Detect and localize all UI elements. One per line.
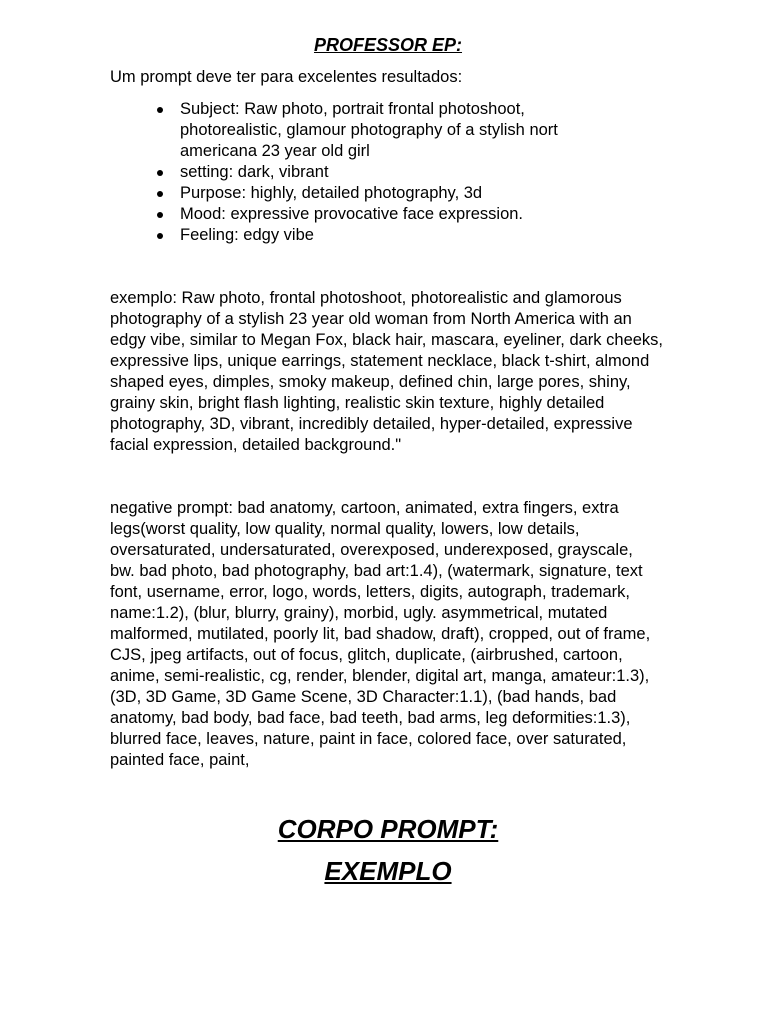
bullet-icon [157, 191, 163, 197]
bullet-icon [157, 212, 163, 218]
list-item-text: Subject: Raw photo, portrait frontal photoshoot, photorealistic, glamour photography of a stylish nort americana 23 year old girl [180, 100, 558, 160]
list-item-text: Mood: expressive provocative face expression. [180, 205, 524, 223]
negative-prompt-paragraph: negative prompt: bad anatomy, cartoon, animated, extra fingers, extra legs(worst quality, low quality, normal quality, lowers, low details, oversaturated, undersaturated, overexposed, underexposed, grayscale, bw. bad photo, bad photography, bad art:1.4), (watermark, signature, text font, username, error, logo, words, letters, digits, autograph, trademark, name:1.2), (blur, blurry, grainy), morbid, ugly. asymmetrical, mutated malformed, mutilated, poorly lit, bad shadow, draft), cropped, out of frame, CJS, jpeg artifacts, out of focus, glitch, duplicate, (airbrushed, cartoon, anime, semi-realistic, cg, render, blender, digital art, manga, amateur:1.3), (3D, 3D Game, 3D Game Scene, 3D Character:1.1), (bad hands, bad anatomy, bad body, bad face, bad teeth, bad arms, leg deformities:1.3), blurred face, leaves, nature, paint in face, colored face, over saturated, painted face, paint, [110, 499, 651, 769]
bullet-icon [157, 107, 163, 113]
bullet-list [110, 99, 666, 246]
bullet-icon [157, 233, 163, 239]
section-heading-corpo-prompt: CORPO PROMPT: [277, 814, 499, 844]
example-paragraph: exemplo: Raw photo, frontal photoshoot, photorealistic and glamorous photography of a stylish 23 year old woman from North America with an edgy vibe, similar to Megan Fox, black hair, mascara, eyeliner, dark cheeks, expressive lips, unique earrings, statement necklace, black t-shirt, almond shaped eyes, dimples, smoky makeup, defined chin, large pores, shiny, grainy skin, bright flash lighting, realistic skin texture, highly detailed photography, 3D, vibrant, incredibly detailed, hyper-detailed, expressive facial expression, detailed background." [110, 289, 663, 454]
page-title: PROFESSOR EP: [313, 35, 463, 55]
list-item [180, 204, 666, 225]
bullet-icon [157, 170, 163, 176]
list-item-text: setting: dark, vibrant [180, 163, 329, 181]
list-item-text: Feeling: edgy vibe [180, 226, 314, 244]
intro-text: Um prompt deve ter para excelentes resultados: [110, 68, 463, 86]
list-item [180, 162, 666, 183]
section-heading-exemplo: EXEMPLO [324, 856, 452, 886]
list-item [180, 99, 666, 162]
list-item [180, 225, 666, 246]
list-item [180, 183, 666, 204]
list-item-text: Purpose: highly, detailed photography, 3d [180, 184, 483, 202]
document-page [110, 34, 666, 887]
